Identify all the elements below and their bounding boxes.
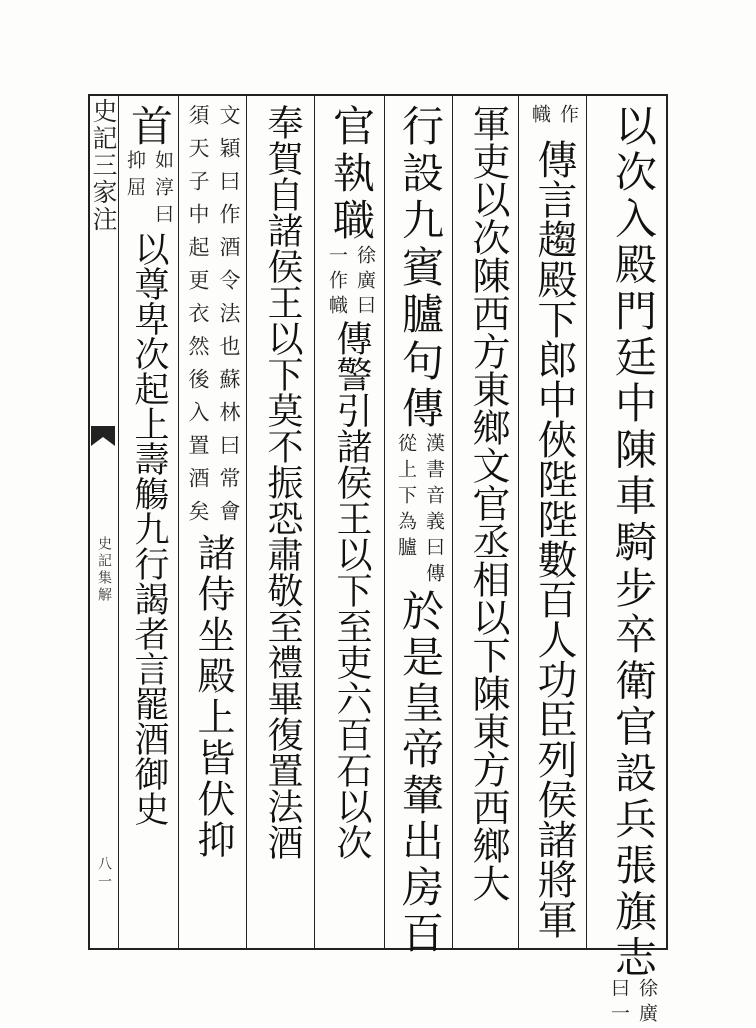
commentary bbox=[394, 433, 446, 589]
margin-column bbox=[88, 96, 118, 944]
book-title: 史記三家注 bbox=[89, 98, 118, 233]
text-column-5 bbox=[318, 104, 384, 940]
column-rule bbox=[518, 94, 519, 948]
main-text: 奉賀自諸侯王以下莫不振恐肅敬至禮畢復置法酒 bbox=[262, 104, 303, 860]
main-text: 傳言趨殿下郎中俠陛陛數百人功臣列侯諸將軍 bbox=[531, 138, 577, 939]
text-column-2 bbox=[522, 104, 586, 940]
main-text: 軍吏以次陳西方東鄉文官丞相以下陳東方西鄉大 bbox=[466, 104, 510, 902]
main-text: 以次入殿門廷中陳車騎步卒衛官設兵張旗志 bbox=[609, 104, 658, 982]
column-rule bbox=[314, 94, 315, 948]
commentary bbox=[325, 245, 377, 320]
text-column-6 bbox=[250, 104, 314, 940]
chapter-label: 史記集解 bbox=[96, 536, 112, 604]
main-text: 傳警引諸侯王以下至吏六百石以次 bbox=[331, 320, 372, 860]
commentary bbox=[528, 104, 580, 137]
column-rule bbox=[586, 94, 587, 948]
commentary-left: 抑屈 bbox=[124, 150, 146, 204]
main-text: 於是皇帝輦出房百 bbox=[396, 589, 445, 957]
column-rule bbox=[452, 94, 453, 948]
main-text: 首 bbox=[125, 104, 174, 150]
main-text: 以尊卑次起上壽觴九行謁者言罷酒御史 bbox=[129, 231, 169, 826]
main-text: 諸侍坐殿上皆伏抑 bbox=[191, 533, 235, 861]
text-column-3 bbox=[458, 104, 518, 940]
commentary-left: 一作幟 bbox=[326, 245, 348, 320]
commentary-right: 漢書音義曰傳 bbox=[423, 433, 445, 589]
text-column-4 bbox=[388, 104, 452, 957]
commentary-right: 徐廣曰 bbox=[354, 245, 376, 320]
commentary-right: 文穎曰作酒令法也蘇林曰常會 bbox=[217, 104, 241, 533]
column-rule bbox=[246, 94, 247, 948]
commentary-left: 從上下為臚 bbox=[395, 433, 417, 563]
main-text: 官執職 bbox=[327, 104, 376, 245]
commentary-right: 作 bbox=[557, 104, 579, 137]
commentary-right: 徐廣 bbox=[636, 977, 658, 1028]
commentary-left: 曰一 bbox=[608, 977, 630, 1028]
main-text: 行設九賓臚句傳 bbox=[396, 104, 445, 433]
commentary-left: 幟 bbox=[529, 104, 551, 137]
text-column-1 bbox=[600, 104, 666, 1028]
commentary bbox=[607, 978, 659, 1028]
text-column-8 bbox=[120, 104, 178, 940]
commentary-left: 須天子中起更衣然後入置酒矣 bbox=[186, 104, 210, 533]
column-rule bbox=[384, 94, 385, 948]
column-rule bbox=[178, 94, 179, 948]
page-number: 八一 bbox=[96, 856, 112, 892]
commentary-right: 如淳曰 bbox=[152, 150, 174, 231]
margin-column-rule bbox=[118, 94, 119, 948]
text-column-7 bbox=[180, 104, 246, 940]
commentary bbox=[123, 150, 175, 231]
fishtail-mark-icon bbox=[91, 426, 115, 446]
frame-right-rule bbox=[666, 94, 668, 948]
commentary bbox=[184, 104, 242, 533]
